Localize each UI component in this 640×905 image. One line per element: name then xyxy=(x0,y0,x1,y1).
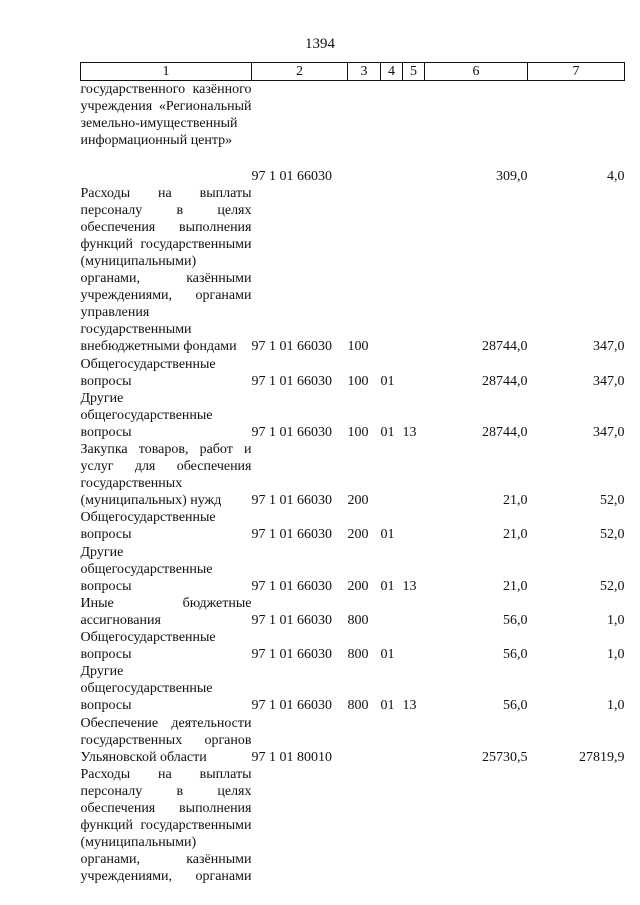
table-row xyxy=(81,185,625,356)
row-subsection xyxy=(403,185,425,356)
row-section xyxy=(381,185,403,356)
table-row xyxy=(81,356,625,390)
row-code: 97 1 01 66030 xyxy=(251,527,332,543)
row-section: 01 xyxy=(380,698,395,714)
row-value-col6: 309,0 xyxy=(496,168,528,184)
row-value-col6: 25730,5 xyxy=(482,749,528,765)
row-value-col6: 56,0 xyxy=(503,647,528,663)
row-expense-type xyxy=(348,715,381,766)
row-section xyxy=(381,766,403,886)
row-expense-type: 200 xyxy=(347,493,369,509)
row-section: 01 xyxy=(380,424,395,440)
row-expense-type xyxy=(348,766,381,886)
row-expense-type: 200 xyxy=(347,578,369,594)
row-subsection xyxy=(403,81,425,185)
table-row xyxy=(81,81,625,185)
row-name: Другие общегосударственные вопросы xyxy=(80,544,213,594)
row-code: 97 1 01 66030 xyxy=(251,168,332,184)
table-header-row xyxy=(81,63,625,81)
row-name: государственного казённого учреждения «Региональный земельно-имущественный информационный центр» xyxy=(80,82,252,149)
row-subsection xyxy=(403,356,425,390)
row-name: Расходы на выплаты персоналу в целях обеспечения выполнения функций государственными (муниципальными) органами, казёнными учреждениями, органами xyxy=(80,766,252,885)
row-name: Общегосударственные вопросы xyxy=(80,356,216,389)
row-subsection xyxy=(403,715,425,766)
row-code: 97 1 01 66030 xyxy=(251,612,332,628)
row-value-col7: 52,0 xyxy=(600,527,625,543)
row-code: 97 1 01 66030 xyxy=(251,373,332,389)
row-subsection: 13 xyxy=(402,698,417,714)
row-subsection xyxy=(403,629,425,663)
row-code: 97 1 01 66030 xyxy=(251,698,332,714)
row-expense-type: 100 xyxy=(347,373,369,389)
budget-table xyxy=(80,62,625,885)
row-name: Другие общегосударственные вопросы xyxy=(80,390,213,440)
row-code: 97 1 01 66030 xyxy=(251,493,332,509)
row-value-col7: 1,0 xyxy=(607,647,625,663)
table-row xyxy=(81,595,625,629)
row-section xyxy=(381,81,403,185)
row-subsection xyxy=(403,595,425,629)
row-subsection xyxy=(403,766,425,886)
row-section: 01 xyxy=(380,527,395,543)
page-number: 1394 xyxy=(305,36,335,52)
row-value-col7: 347,0 xyxy=(593,339,625,355)
table-row xyxy=(81,766,625,886)
row-expense-type: 800 xyxy=(347,612,369,628)
row-value-col7: 4,0 xyxy=(607,168,625,184)
row-value-col6: 28744,0 xyxy=(482,339,528,355)
row-section xyxy=(381,715,403,766)
row-name: Иные бюджетные ассигнования xyxy=(80,595,252,628)
row-section: 01 xyxy=(380,373,395,389)
row-value-col6: 21,0 xyxy=(503,493,528,509)
column-header: 7 xyxy=(528,63,625,81)
table-row xyxy=(81,441,625,509)
row-code: 97 1 01 80010 xyxy=(251,749,332,765)
row-value-col6: 21,0 xyxy=(503,527,528,543)
row-section: 01 xyxy=(380,647,395,663)
row-expense-type: 800 xyxy=(347,698,369,714)
row-value-col6: 28744,0 xyxy=(482,424,528,440)
table-row xyxy=(81,663,625,714)
table-row xyxy=(81,509,625,543)
row-code: 97 1 01 66030 xyxy=(251,339,332,355)
column-header: 4 xyxy=(381,63,403,81)
row-subsection xyxy=(403,509,425,543)
row-subsection: 13 xyxy=(402,424,417,440)
row-value-col6: 21,0 xyxy=(503,578,528,594)
row-code: 97 1 01 66030 xyxy=(251,424,332,440)
row-expense-type: 100 xyxy=(347,339,369,355)
column-header: 3 xyxy=(348,63,381,81)
row-expense-type: 200 xyxy=(347,527,369,543)
row-code: 97 1 01 66030 xyxy=(251,647,332,663)
row-value-col6 xyxy=(425,766,528,886)
row-value-col6: 56,0 xyxy=(503,698,528,714)
row-name: Общегосударственные вопросы xyxy=(80,510,216,543)
row-code: 97 1 01 66030 xyxy=(251,578,332,594)
table-row xyxy=(81,715,625,766)
row-subsection: 13 xyxy=(402,578,417,594)
row-value-col7: 52,0 xyxy=(600,493,625,509)
row-section xyxy=(381,441,403,509)
row-name: Другие общегосударственные вопросы xyxy=(80,664,213,714)
row-code xyxy=(252,766,348,886)
row-name: Закупка товаров, работ и услуг для обеспечения государственных (муниципальных) нужд xyxy=(80,442,252,509)
column-header: 5 xyxy=(403,63,425,81)
row-value-col7 xyxy=(528,766,625,886)
row-name: Общегосударственные вопросы xyxy=(80,630,216,663)
row-value-col7: 347,0 xyxy=(593,373,625,389)
row-value-col7: 27819,9 xyxy=(579,749,625,765)
table-row xyxy=(81,629,625,663)
column-header: 1 xyxy=(81,63,252,81)
row-value-col7: 52,0 xyxy=(600,578,625,594)
table-row xyxy=(81,544,625,595)
row-expense-type: 100 xyxy=(347,424,369,440)
column-header: 2 xyxy=(252,63,348,81)
row-value-col7: 1,0 xyxy=(607,698,625,714)
row-expense-type xyxy=(348,81,381,185)
row-expense-type: 800 xyxy=(347,647,369,663)
column-header: 6 xyxy=(425,63,528,81)
row-value-col7: 1,0 xyxy=(607,612,625,628)
row-section xyxy=(381,595,403,629)
table-row xyxy=(81,390,625,441)
row-name: Расходы на выплаты персоналу в целях обеспечения выполнения функций государственными (муниципальными) органами, казёнными учреждениями, органами управления государственными внебюджетными фондами xyxy=(80,185,252,355)
row-name: Обеспечение деятельности государственных органов Ульяновской области xyxy=(80,715,252,765)
row-value-col6: 56,0 xyxy=(503,612,528,628)
row-subsection xyxy=(403,441,425,509)
row-section: 01 xyxy=(380,578,395,594)
row-value-col7: 347,0 xyxy=(593,424,625,440)
row-value-col6: 28744,0 xyxy=(482,373,528,389)
